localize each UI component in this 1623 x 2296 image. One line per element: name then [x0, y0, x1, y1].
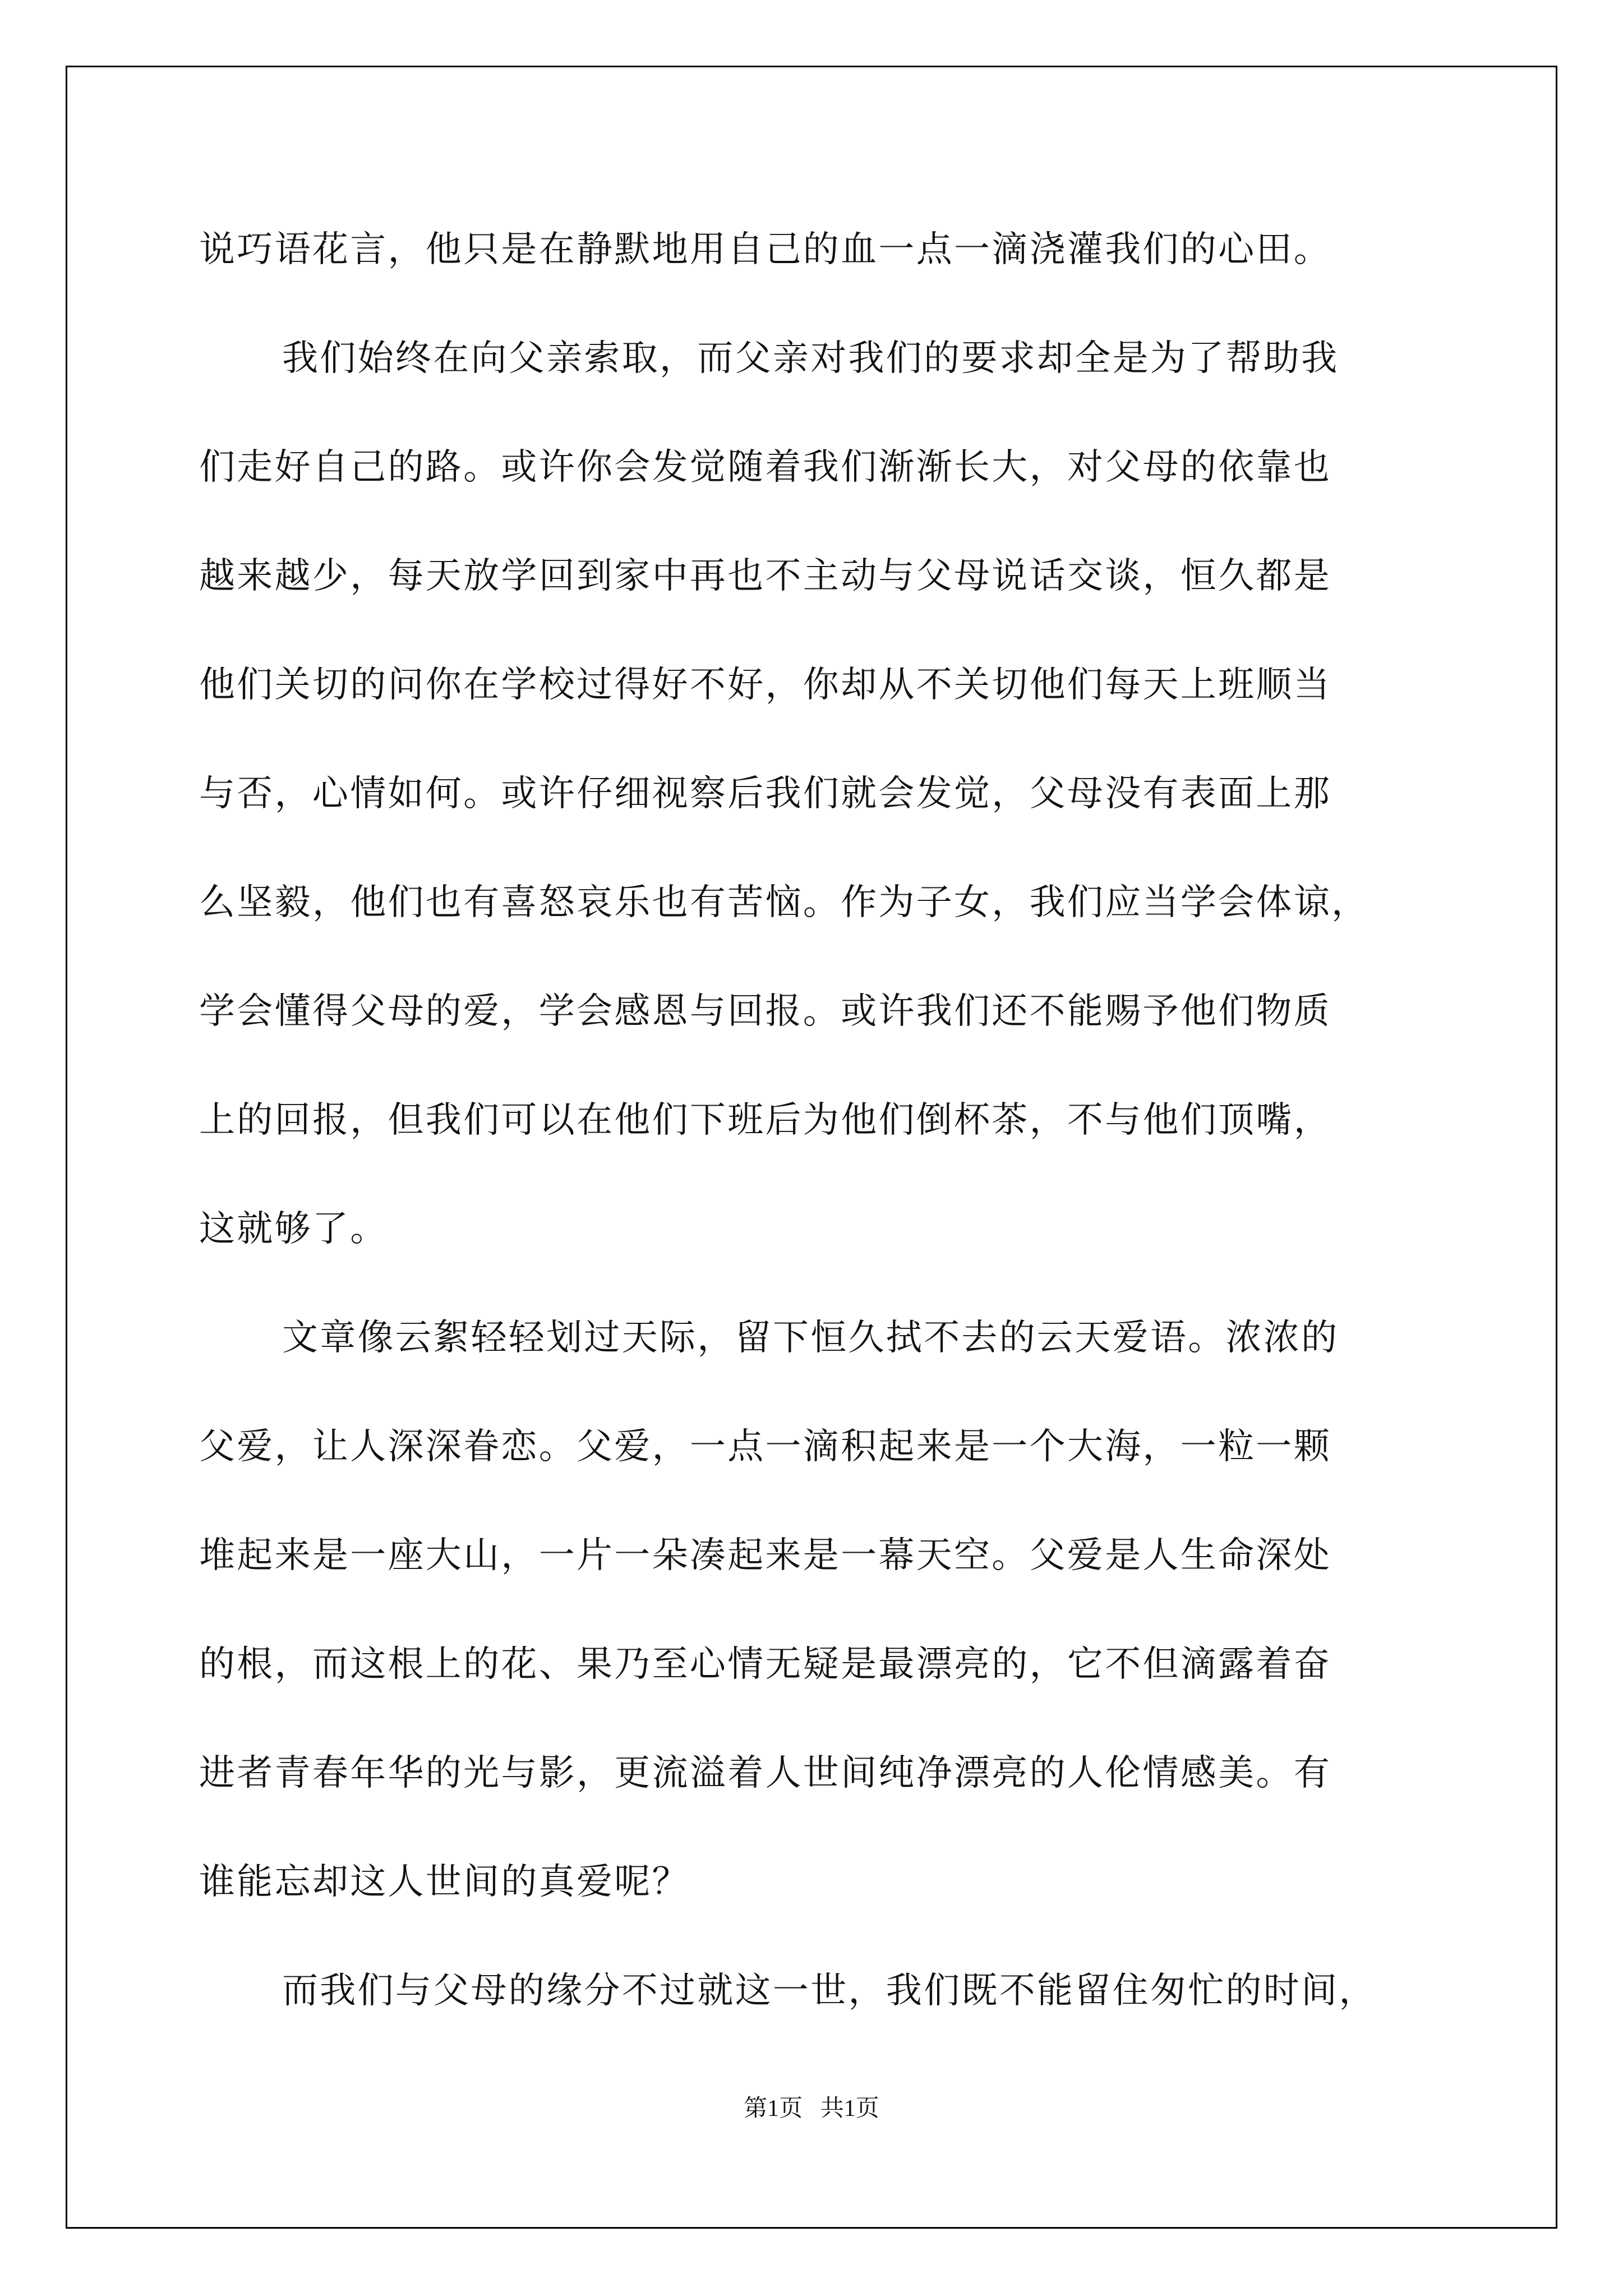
text-line: 他们关切的问你在学校过得好不好，你却从不关切他们每天上班顺当 — [199, 664, 1331, 706]
text-line: 堆起来是一座大山，一片一朵凑起来是一幕天空。父爱是人生命深处 — [199, 1535, 1331, 1576]
text-line: 这就够了。 — [199, 1208, 388, 1250]
text-line: 上的回报，但我们可以在他们下班后为他们倒杯茶，不与他们顶嘴， — [199, 1099, 1331, 1141]
text-line: 们走好自己的路。或许你会发觉随着我们渐渐长大，对父母的依靠也 — [199, 447, 1331, 488]
text-line: 的根，而这根上的花、果乃至心情无疑是最漂亮的，它不但滴露着奋 — [199, 1644, 1331, 1685]
text-line: 学会懂得父母的爱，学会感恩与回报。或许我们还不能赐予他们物质 — [199, 991, 1331, 1032]
text-line: 与否，心情如何。或许仔细视察后我们就会发觉，父母没有表面上那 — [199, 773, 1331, 815]
document-body — [199, 210, 1438, 2060]
paragraph-start-line: 我们始终在向父亲索取，而父亲对我们的要求却全是为了帮助我 — [282, 338, 1339, 379]
page-number-footer: 第1页 共1页 — [744, 2096, 879, 2122]
text-line: 么坚毅，他们也有喜怒哀乐也有苦恼。作为子女，我们应当学会体谅， — [199, 882, 1370, 923]
paragraph-start-line: 文章像云絮轻轻划过天际，留下恒久拭不去的云天爱语。浓浓的 — [282, 1317, 1339, 1359]
text-line: 谁能忘却这人世间的真爱呢？ — [199, 1861, 690, 1903]
text-line: 父爱，让人深深眷恋。父爱，一点一滴积起来是一个大海，一粒一颗 — [199, 1426, 1331, 1467]
text-line: 说巧语花言，他只是在静默地用自己的血一点一滴浇灌我们的心田。 — [199, 229, 1331, 270]
text-line: 进者青春年华的光与影，更流溢着人世间纯净漂亮的人伦情感美。有 — [199, 1752, 1331, 1794]
paragraph-start-line: 而我们与父母的缘分不过就这一世，我们既不能留住匆忙的时间， — [282, 1970, 1377, 2012]
text-line: 越来越少，每天放学回到家中再也不主动与父母说话交谈，恒久都是 — [199, 555, 1331, 597]
